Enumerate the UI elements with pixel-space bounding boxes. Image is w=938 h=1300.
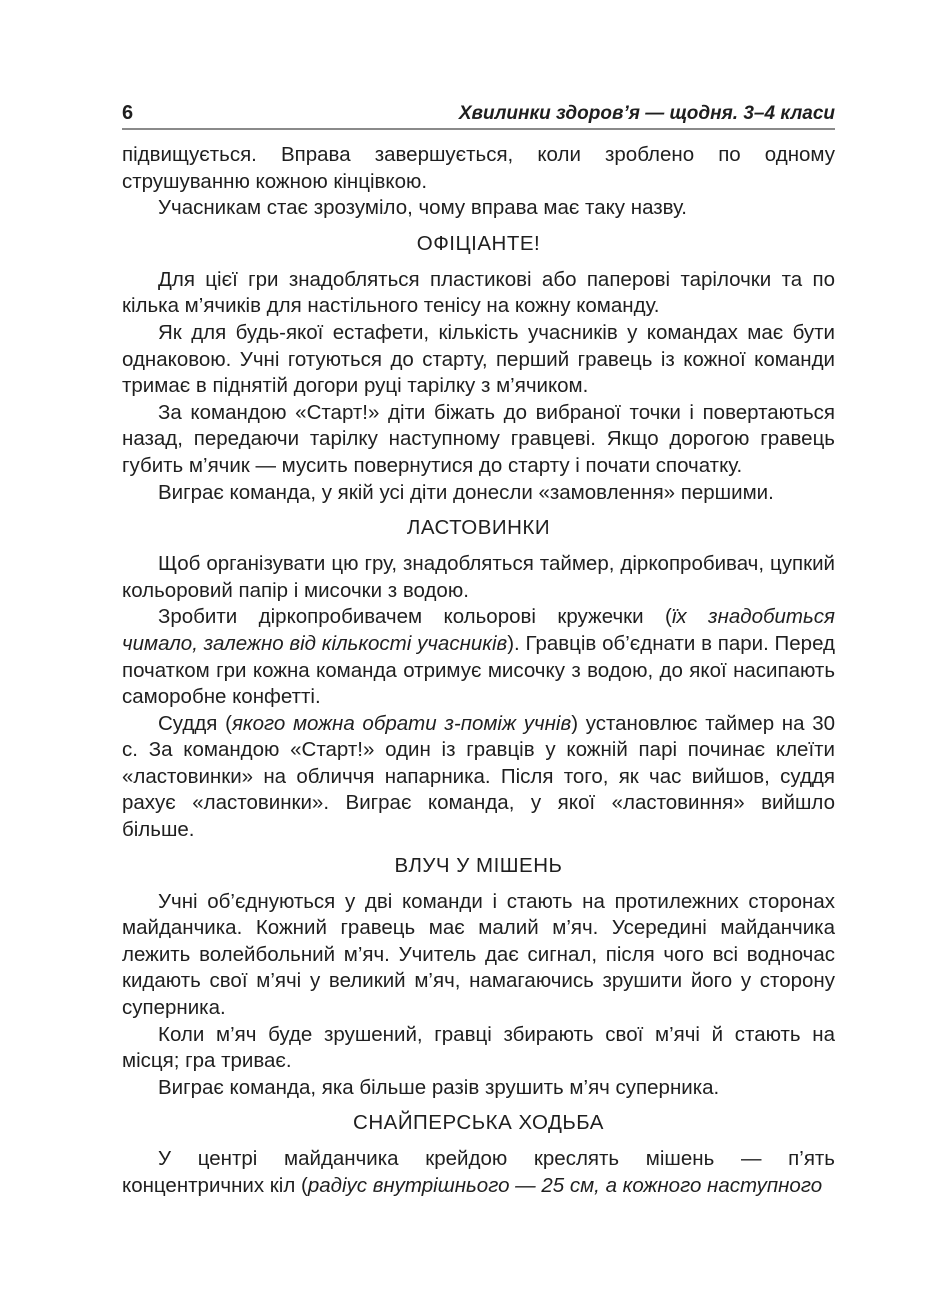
target-paragraph-2: Коли м’яч буде зрушений, гравці збирають свої м’ячі й стають на місця; гра триває.	[122, 1022, 835, 1073]
waiter-paragraph-1: Для цієї гри знадобляться пластикові або паперові тарілочки та по кілька м’ячиків для настільного тенісу на кожну команду.	[122, 267, 835, 318]
intro-paragraph-2: Учасникам стає зрозуміло, чому вправа має таку назву.	[158, 196, 687, 220]
section-title-sniper: СНАЙПЕРСЬКА ХОДЬБА	[353, 1111, 604, 1135]
text-run: У центрі майданчика крейдою креслять мішень — п’ять концентричних кіл (	[122, 1147, 835, 1197]
swallows-paragraph-3	[122, 711, 835, 844]
swallows-paragraph-1: Щоб організувати цю гру, знадобляться таймер, діркопробивач, цупкий кольоровий папір і мисочки з водою.	[122, 552, 835, 602]
section-title-waiter: ОФІЦІАНТЕ!	[416, 231, 541, 255]
intro-paragraph-1: підвищується. Вправа завершується, коли зроблено по одному струшуванню кожною кінцівкою.	[122, 143, 835, 193]
italic-note: якого можна обрати з-поміж учнів	[231, 711, 572, 735]
text-run: Зробити діркопробивачем кольорові кружечки (	[158, 605, 672, 629]
waiter-paragraph-2: Як для будь-якої естафети, кількість учасників у командах має бути однаковою. Учні готуються до старту, перший гравець із кожної команди тримає в піднятій догори руці тарілку з м’ячиком.	[122, 320, 835, 398]
text-run: ). Гравців об’єднати в пари. Перед початком гри кожна команда отримує мисочку з водою, до якої насипають саморобне конфетті.	[122, 631, 835, 709]
text-run: ) установлює таймер на 30 с. За командою «Старт!» один із гравців у кожній парі починає клеїти «ластовинки» на обличчя напарника. Після того, як час вийшов, суддя рахує «ластовинки». Виграє команда, у якої «ластовиння» вийшло більше.	[122, 711, 836, 842]
section-title-swallows: ЛАСТОВИНКИ	[406, 516, 551, 540]
running-title: Хвилинки здоров’я — щодня. 3–4 класи	[458, 103, 835, 124]
italic-note: радіус внутрішнього — 25 см, а кожного наступного	[307, 1174, 823, 1197]
waiter-paragraph-4: Виграє команда, у якій усі діти донесли «замовлення» першими.	[158, 480, 774, 504]
sniper-paragraph-1	[122, 1146, 835, 1199]
page-body	[122, 142, 835, 1200]
italic-note: їх знадобиться чимало, залежно від кількості учасників	[122, 605, 835, 655]
text-run: Суддя (	[158, 711, 232, 735]
page-number: 6	[122, 102, 134, 124]
section-title-target: ВЛУЧ У МІШЕНЬ	[394, 853, 563, 877]
page-header	[122, 100, 835, 130]
target-paragraph-3: Виграє команда, яка більше разів зрушить м’яч суперника.	[158, 1075, 720, 1099]
swallows-paragraph-2	[122, 604, 835, 710]
target-paragraph-1: Учні об’єднуються у дві команди і стають на протилежних сторонах майданчика. Кожний гравець має малий м’яч. Усередині майданчика лежить волейбольний м’яч. Учитель дає сигнал, після чого всі водночас кидають свої м’ячі у великий м’яч, намагаючись зрушити його у сторону суперника.	[122, 889, 835, 1020]
waiter-paragraph-3: За командою «Старт!» діти біжать до вибраної точки і повертаються назад, передаючи тарілку наступному гравцеві. Якщо дорогою гравець губить м’ячик — мусить повернутися до старту і почати спочатку.	[122, 400, 835, 477]
